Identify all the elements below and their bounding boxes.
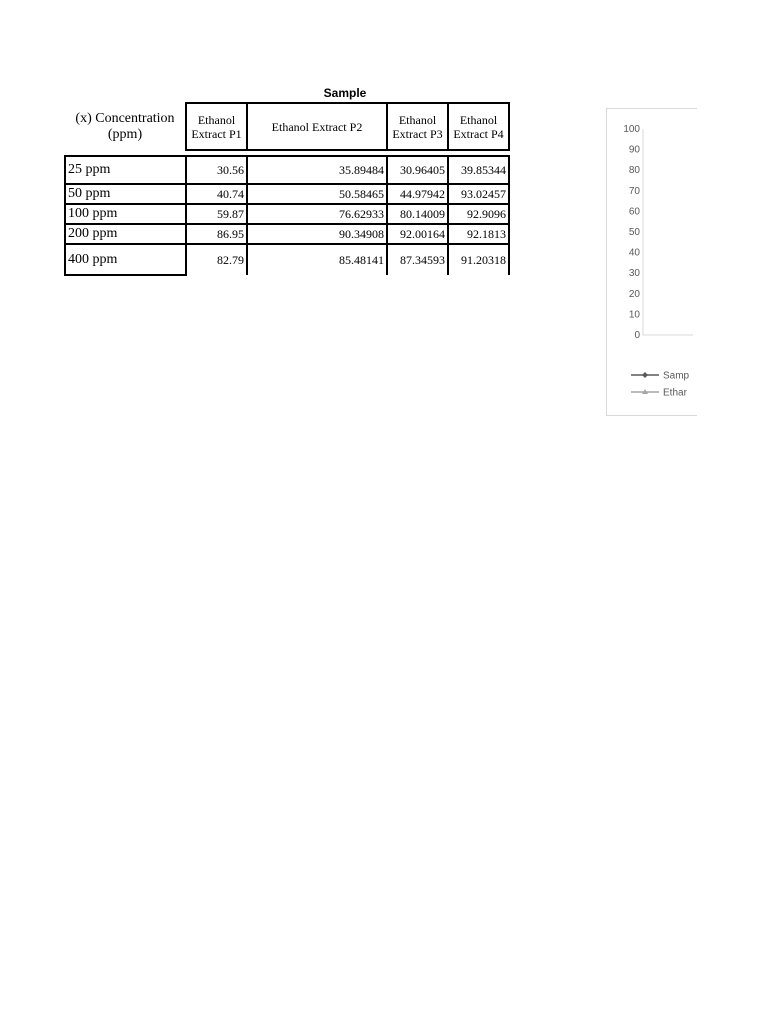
table-cell: 30.56 bbox=[186, 156, 247, 184]
legend-label: Ethar bbox=[663, 387, 687, 399]
table-row bbox=[65, 184, 509, 204]
table-cell: 85.48141 bbox=[247, 244, 387, 275]
table-cell: 82.79 bbox=[186, 244, 247, 275]
table-cell: 92.00164 bbox=[387, 224, 448, 244]
table-cell: 35.89484 bbox=[247, 156, 387, 184]
table-cell: 50.58465 bbox=[247, 184, 387, 204]
table-cell: 92.9096 bbox=[448, 204, 509, 224]
column-header-p1: Ethanol Extract P1 bbox=[186, 103, 247, 150]
table-cell: 59.87 bbox=[186, 204, 247, 224]
chart-frame[interactable] bbox=[606, 108, 697, 416]
sample-group-header: Sample bbox=[323, 86, 367, 100]
table-cell: 40.74 bbox=[186, 184, 247, 204]
table-cell: 44.97942 bbox=[387, 184, 448, 204]
row-label: 50 ppm bbox=[65, 184, 186, 204]
table-cell: 87.34593 bbox=[387, 244, 448, 275]
row-label: 400 ppm bbox=[65, 244, 186, 275]
table-row bbox=[65, 224, 509, 244]
y-tick-label: 90 bbox=[628, 144, 640, 156]
legend-entry bbox=[631, 388, 688, 399]
y-tick-label: 70 bbox=[628, 185, 640, 197]
table-cell: 80.14009 bbox=[387, 204, 448, 224]
y-tick-label: 40 bbox=[628, 247, 640, 259]
concentration-header: (x) Concentration (ppm) bbox=[75, 110, 175, 142]
y-tick-label: 20 bbox=[628, 288, 640, 300]
table-cell: 39.85344 bbox=[448, 156, 509, 184]
row-label: 200 ppm bbox=[65, 224, 186, 244]
column-header-p4: Ethanol Extract P4 bbox=[448, 103, 509, 150]
y-tick-label: 30 bbox=[628, 268, 640, 280]
legend-label: Samp bbox=[663, 370, 690, 382]
row-label: 25 ppm bbox=[65, 156, 186, 184]
table-row bbox=[65, 244, 509, 275]
legend-entry bbox=[631, 371, 690, 382]
column-header-p2: Ethanol Extract P2 bbox=[247, 103, 387, 150]
y-tick-label: 100 bbox=[623, 124, 640, 135]
table-row bbox=[65, 204, 509, 224]
table-row bbox=[65, 156, 509, 184]
table-cell: 91.20318 bbox=[448, 244, 509, 275]
line-chart bbox=[607, 109, 693, 415]
table-cell: 76.62933 bbox=[247, 204, 387, 224]
diamond-marker-icon bbox=[642, 372, 648, 378]
y-tick-label: 50 bbox=[628, 227, 640, 238]
column-header-p3: Ethanol Extract P3 bbox=[387, 103, 448, 150]
y-tick-label: 10 bbox=[628, 309, 640, 321]
table-cell: 93.02457 bbox=[448, 184, 509, 204]
table-cell: 90.34908 bbox=[247, 224, 387, 244]
y-tick-label: 80 bbox=[628, 165, 640, 177]
y-tick-label: 60 bbox=[628, 206, 640, 218]
row-label: 100 ppm bbox=[65, 204, 186, 224]
y-tick-label: 0 bbox=[634, 330, 640, 341]
table-cell: 30.96405 bbox=[387, 156, 448, 184]
table-cell: 86.95 bbox=[186, 224, 247, 244]
data-table bbox=[64, 102, 510, 276]
table-cell: 92.1813 bbox=[448, 224, 509, 244]
